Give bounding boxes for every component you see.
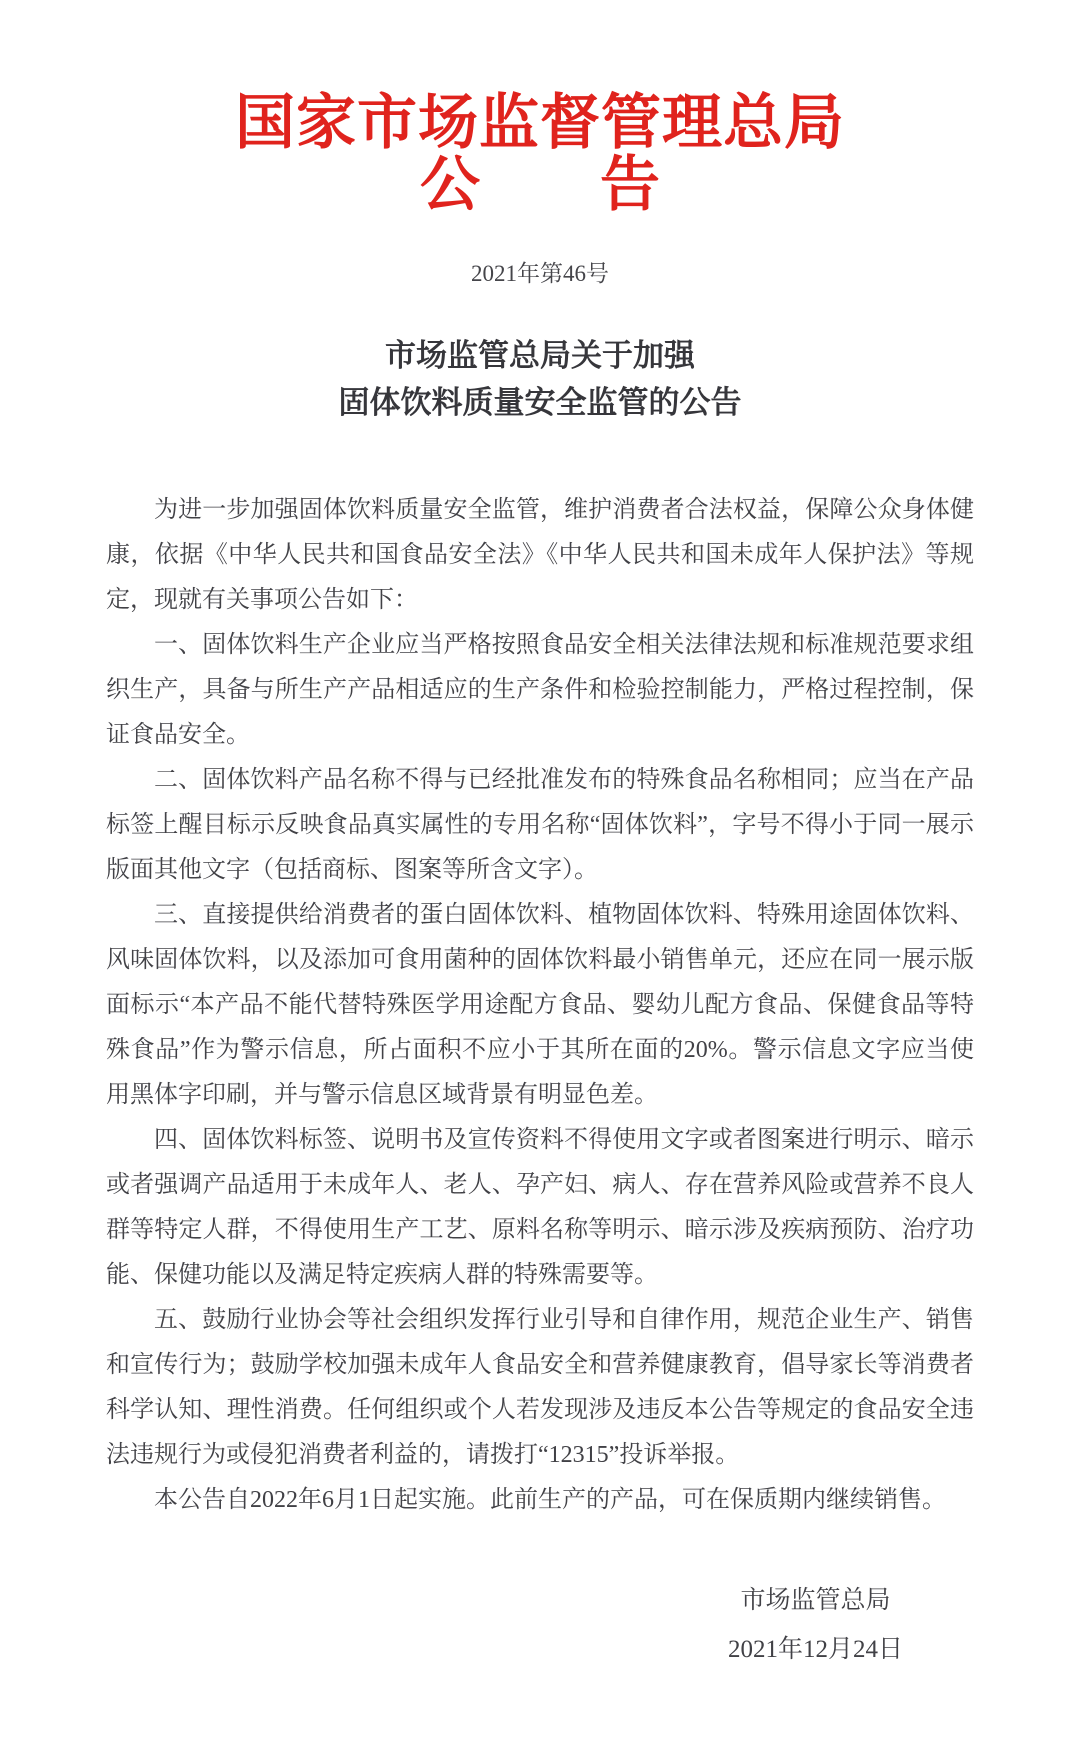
signature-agency: 市场监管总局 <box>740 1587 891 1614</box>
body-paragraph-item-1: 一、固体饮料生产企业应当严格按照食品安全相关法律法规和标准规范要求组织生产，具备与所生产产品相适应的生产条件和检验控制能力，严格过程控制，保证食品安全。 <box>106 632 974 748</box>
agency-title: 国家市场监督管理总局 <box>235 89 845 156</box>
body-paragraph-item-3: 三、直接提供给消费者的蛋白固体饮料、植物固体饮料、特殊用途固体饮料、风味固体饮料，以及添加可食用菌种的固体饮料最小销售单元，还应在同一展示版面标示“本产品不能代替特殊医学用途配方食品、婴幼儿配方食品、保健食品等特殊食品”作为警示信息，所占面积不应小于其所在面的20%。警示信息文字应当使用黑体字印刷，并与警示信息区域背景有明显色差。 <box>106 902 974 1108</box>
doc-title-line1: 市场监管总局关于加强 <box>385 338 695 373</box>
body-paragraph-item-4: 四、固体饮料标签、说明书及宣传资料不得使用文字或者图案进行明示、暗示或者强调产品适用于未成年人、老人、孕产妇、病人、存在营养风险或营养不良人群等特定人群，不得使用生产工艺、原料名称等明示、暗示涉及疾病预防、治疗功能、保健功能以及满足特定疾病人群的特殊需要等。 <box>106 1127 974 1288</box>
body-paragraph-item-2: 二、固体饮料产品名称不得与已经批准发布的特殊食品名称相同；应当在产品标签上醒目标示反映食品真实属性的专用名称“固体饮料”，字号不得小于同一展示版面其他文字（包括商标、图案等所含文字）。 <box>106 767 974 883</box>
body-paragraph-item-5: 五、鼓励行业协会等社会组织发挥行业引导和自律作用，规范企业生产、销售和宣传行为；鼓励学校加强未成年人食品安全和营养健康教育，倡导家长等消费者科学认知、理性消费。任何组织或个人若发现涉及违反本公告等规定的食品安全违法违规行为或侵犯消费者利益的，请拨打“12315”投诉举报。 <box>106 1307 974 1468</box>
doc-title-line2: 固体饮料质量安全监管的公告 <box>338 385 742 420</box>
body-paragraph-closing: 本公告自2022年6月1日起实施。此前生产的产品，可在保质期内继续销售。 <box>154 1487 946 1513</box>
signature-block <box>728 1576 903 1674</box>
announcement-word: 公 告 <box>420 151 660 218</box>
body-paragraph-intro: 为进一步加强固体饮料质量安全监管，维护消费者合法权益，保障公众身体健康，依据《中华人民共和国食品安全法》《中华人民共和国未成年人保护法》等规定，现就有关事项公告如下： <box>106 497 974 613</box>
signature-date: 2021年12月24日 <box>727 1636 903 1663</box>
document-header <box>106 89 974 288</box>
doc-number: 2021年第46号 <box>471 261 609 286</box>
doc-body <box>106 488 974 1523</box>
